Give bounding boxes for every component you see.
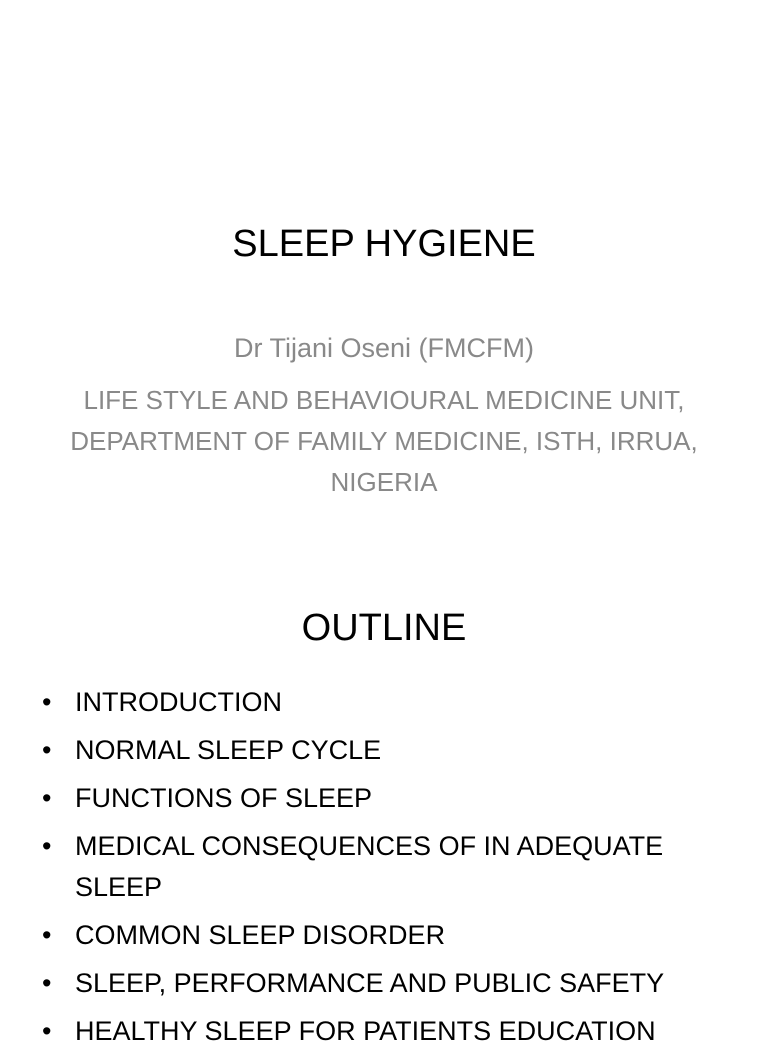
author-affiliation: LIFE STYLE AND BEHAVIOURAL MEDICINE UNIT, DEPARTMENT OF FAMILY MEDICINE, ISTH, IRRUA, NIGERIA bbox=[70, 385, 698, 497]
bullet-icon: • bbox=[42, 920, 52, 950]
outline-item bbox=[42, 682, 742, 723]
bullet-icon: • bbox=[42, 831, 52, 861]
outline-list bbox=[42, 682, 742, 1059]
outline-item-text: INTRODUCTION bbox=[75, 687, 282, 717]
slide-subtitle bbox=[30, 328, 738, 503]
outline-item-text: NORMAL SLEEP CYCLE bbox=[75, 735, 382, 765]
outline-item bbox=[42, 915, 742, 956]
outline-item bbox=[42, 826, 742, 908]
author-name: Dr Tijani Oseni (FMCFM) bbox=[233, 333, 534, 363]
outline-item bbox=[42, 963, 742, 1004]
outline-item-text: MEDICAL CONSEQUENCES OF IN ADEQUATE SLEEP bbox=[75, 831, 664, 902]
outline-slide bbox=[0, 576, 768, 1046]
outline-item bbox=[42, 778, 742, 819]
outline-item bbox=[42, 730, 742, 771]
outline-item bbox=[42, 1011, 742, 1052]
bullet-icon: • bbox=[42, 1016, 52, 1046]
outline-item-text: FUNCTIONS OF SLEEP bbox=[75, 783, 373, 813]
bullet-icon: • bbox=[42, 687, 52, 717]
bullet-icon: • bbox=[42, 783, 52, 813]
bullet-icon: • bbox=[42, 735, 52, 765]
bullet-icon: • bbox=[42, 968, 52, 998]
slide-title: SLEEP HYGIENE bbox=[232, 223, 536, 265]
outline-item-text: SLEEP, PERFORMANCE AND PUBLIC SAFETY bbox=[75, 968, 665, 998]
outline-item-text: COMMON SLEEP DISORDER bbox=[75, 920, 446, 950]
outline-item-text: HEALTHY SLEEP FOR PATIENTS EDUCATION bbox=[75, 1016, 656, 1046]
outline-title: OUTLINE bbox=[301, 607, 467, 649]
